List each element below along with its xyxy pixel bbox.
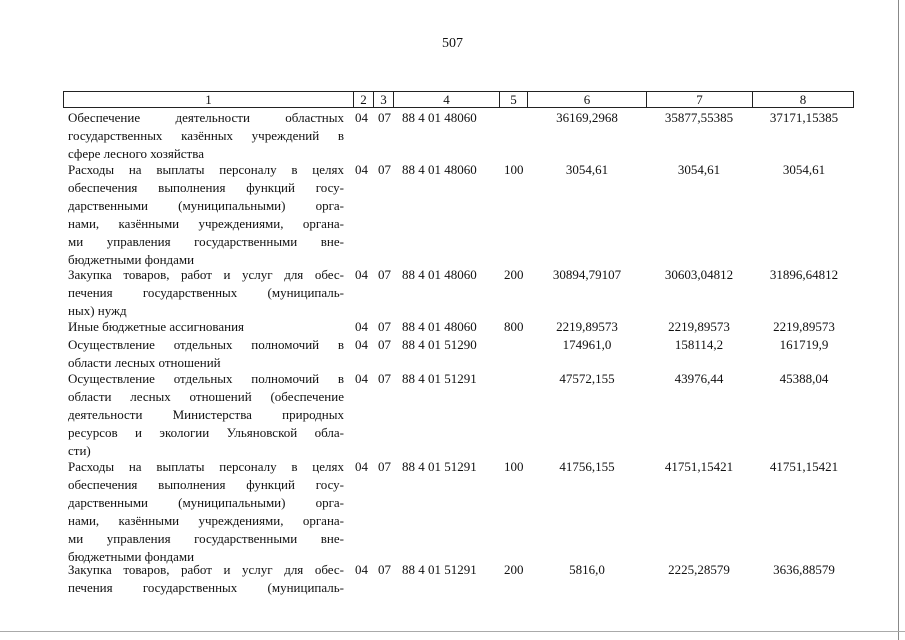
- cell-c4: 88 4 01 51291: [402, 459, 477, 474]
- cell-c4: 88 4 01 48060: [402, 267, 477, 282]
- header-col-1: 1: [64, 92, 354, 107]
- description-line: дарственными (муниципальными) орга-: [68, 495, 344, 510]
- cell-c3: 07: [378, 337, 391, 352]
- cell-c2: 04: [355, 162, 368, 177]
- page-edge-right: [898, 0, 899, 640]
- cell-c5: 200: [504, 562, 524, 577]
- description-line: государственных казённых учреждений в: [68, 128, 344, 143]
- cell-c3: 07: [378, 459, 391, 474]
- header-col-6: 6: [528, 92, 647, 107]
- cell-c6: 47572,155: [559, 371, 615, 386]
- cell-c3: 07: [378, 267, 391, 282]
- cell-c7: 158114,2: [674, 337, 724, 352]
- cell-c3: 07: [378, 371, 391, 386]
- cell-c4: 88 4 01 48060: [402, 319, 477, 334]
- cell-c6: 41756,155: [559, 459, 615, 474]
- header-col-3: 3: [374, 92, 394, 107]
- header-col-4: 4: [394, 92, 500, 107]
- page-number: 507: [442, 36, 463, 51]
- cell-c7: 3054,61: [677, 162, 721, 177]
- description-line: обеспечения выполнения функций госу-: [68, 477, 344, 492]
- description-line: дарственными (муниципальными) орга-: [68, 198, 344, 213]
- description-line: Расходы на выплаты персоналу в целях: [68, 459, 344, 474]
- row-description: [68, 561, 344, 597]
- row-description: [68, 458, 344, 566]
- cell-c4: 88 4 01 51291: [402, 371, 477, 386]
- header-col-7: 7: [647, 92, 753, 107]
- row-description: [68, 336, 344, 372]
- cell-c8: 41751,15421: [769, 459, 839, 474]
- description-line: бюджетными фондами: [68, 549, 195, 564]
- cell-c7: 35877,55385: [664, 110, 734, 125]
- description-line: нами, казёнными учреждениями, органа-: [68, 216, 344, 231]
- cell-c2: 04: [355, 459, 368, 474]
- description-line: Закупка товаров, работ и услуг для обес-: [68, 562, 344, 577]
- cell-c6: 5816,0: [569, 562, 605, 577]
- cell-c8: 45388,04: [779, 371, 829, 386]
- cell-c3: 07: [378, 319, 391, 334]
- cell-c2: 04: [355, 562, 368, 577]
- cell-c2: 04: [355, 337, 368, 352]
- description-line: бюджетными фондами: [68, 252, 195, 267]
- description-line: ных) нужд: [68, 303, 127, 318]
- cell-c5: 200: [504, 267, 524, 282]
- description-line: Осуществление отдельных полномочий в: [68, 371, 344, 386]
- cell-c8: 3054,61: [782, 162, 826, 177]
- cell-c3: 07: [378, 562, 391, 577]
- cell-c7: 2219,89573: [668, 319, 730, 334]
- row-description: [68, 318, 344, 336]
- description-line: Обеспечение деятельности областных: [68, 110, 344, 125]
- cell-c7: 43976,44: [674, 371, 724, 386]
- cell-c8: 2219,89573: [773, 319, 835, 334]
- table-header: [63, 91, 854, 108]
- header-col-8: 8: [799, 92, 807, 107]
- cell-c2: 04: [355, 319, 368, 334]
- cell-c3: 07: [378, 110, 391, 125]
- cell-c2: 04: [355, 110, 368, 125]
- description-line: ми управления государственными вне-: [68, 531, 344, 546]
- header-col-2: 2: [354, 92, 374, 107]
- cell-c5: 100: [504, 459, 524, 474]
- cell-c6: 2219,89573: [556, 319, 618, 334]
- description-line: нами, казёнными учреждениями, органа-: [68, 513, 344, 528]
- header-col-5: 5: [500, 92, 528, 107]
- cell-c7: 30603,04812: [664, 267, 734, 282]
- description-line: сти): [68, 443, 91, 458]
- description-line: ресурсов и экологии Ульяновской обла-: [68, 425, 344, 440]
- cell-c8: 161719,9: [779, 337, 829, 352]
- description-line: сфере лесного хозяйства: [68, 146, 204, 161]
- cell-c4: 88 4 01 51291: [402, 562, 477, 577]
- row-description: [68, 109, 344, 163]
- cell-c8: 3636,88579: [773, 562, 835, 577]
- cell-c6: 174961,0: [562, 337, 612, 352]
- description-line: деятельности Министерства природных: [68, 407, 344, 422]
- cell-c2: 04: [355, 371, 368, 386]
- cell-c2: 04: [355, 267, 368, 282]
- cell-c7: 2225,28579: [668, 562, 730, 577]
- cell-c3: 07: [378, 162, 391, 177]
- cell-c4: 88 4 01 51290: [402, 337, 477, 352]
- cell-c4: 88 4 01 48060: [402, 162, 477, 177]
- description-line: Осуществление отдельных полномочий в: [68, 337, 344, 352]
- cell-c4: 88 4 01 48060: [402, 110, 477, 125]
- description-line: Расходы на выплаты персоналу в целях: [68, 162, 344, 177]
- cell-c6: 36169,2968: [556, 110, 618, 125]
- description-line: области лесных отношений (обеспечение: [68, 389, 344, 404]
- cell-c5: 800: [504, 319, 524, 334]
- description-line: печения государственных (муниципаль-: [68, 580, 344, 595]
- row-description: [68, 266, 344, 320]
- description-line: ми управления государственными вне-: [68, 234, 344, 249]
- cell-c7: 41751,15421: [664, 459, 734, 474]
- description-line: печения государственных (муниципаль-: [68, 285, 344, 300]
- cell-c8: 37171,15385: [769, 110, 839, 125]
- cell-c5: 100: [504, 162, 524, 177]
- row-description: [68, 370, 344, 460]
- description-line: Иные бюджетные ассигнования: [68, 319, 245, 334]
- description-line: области лесных отношений: [68, 355, 221, 370]
- row-description: [68, 161, 344, 269]
- description-line: обеспечения выполнения функций госу-: [68, 180, 344, 195]
- cell-c6: 30894,79107: [552, 267, 622, 282]
- cell-c8: 31896,64812: [769, 267, 839, 282]
- description-line: Закупка товаров, работ и услуг для обес-: [68, 267, 344, 282]
- cell-c6: 3054,61: [565, 162, 609, 177]
- page-edge-bottom: [0, 631, 905, 632]
